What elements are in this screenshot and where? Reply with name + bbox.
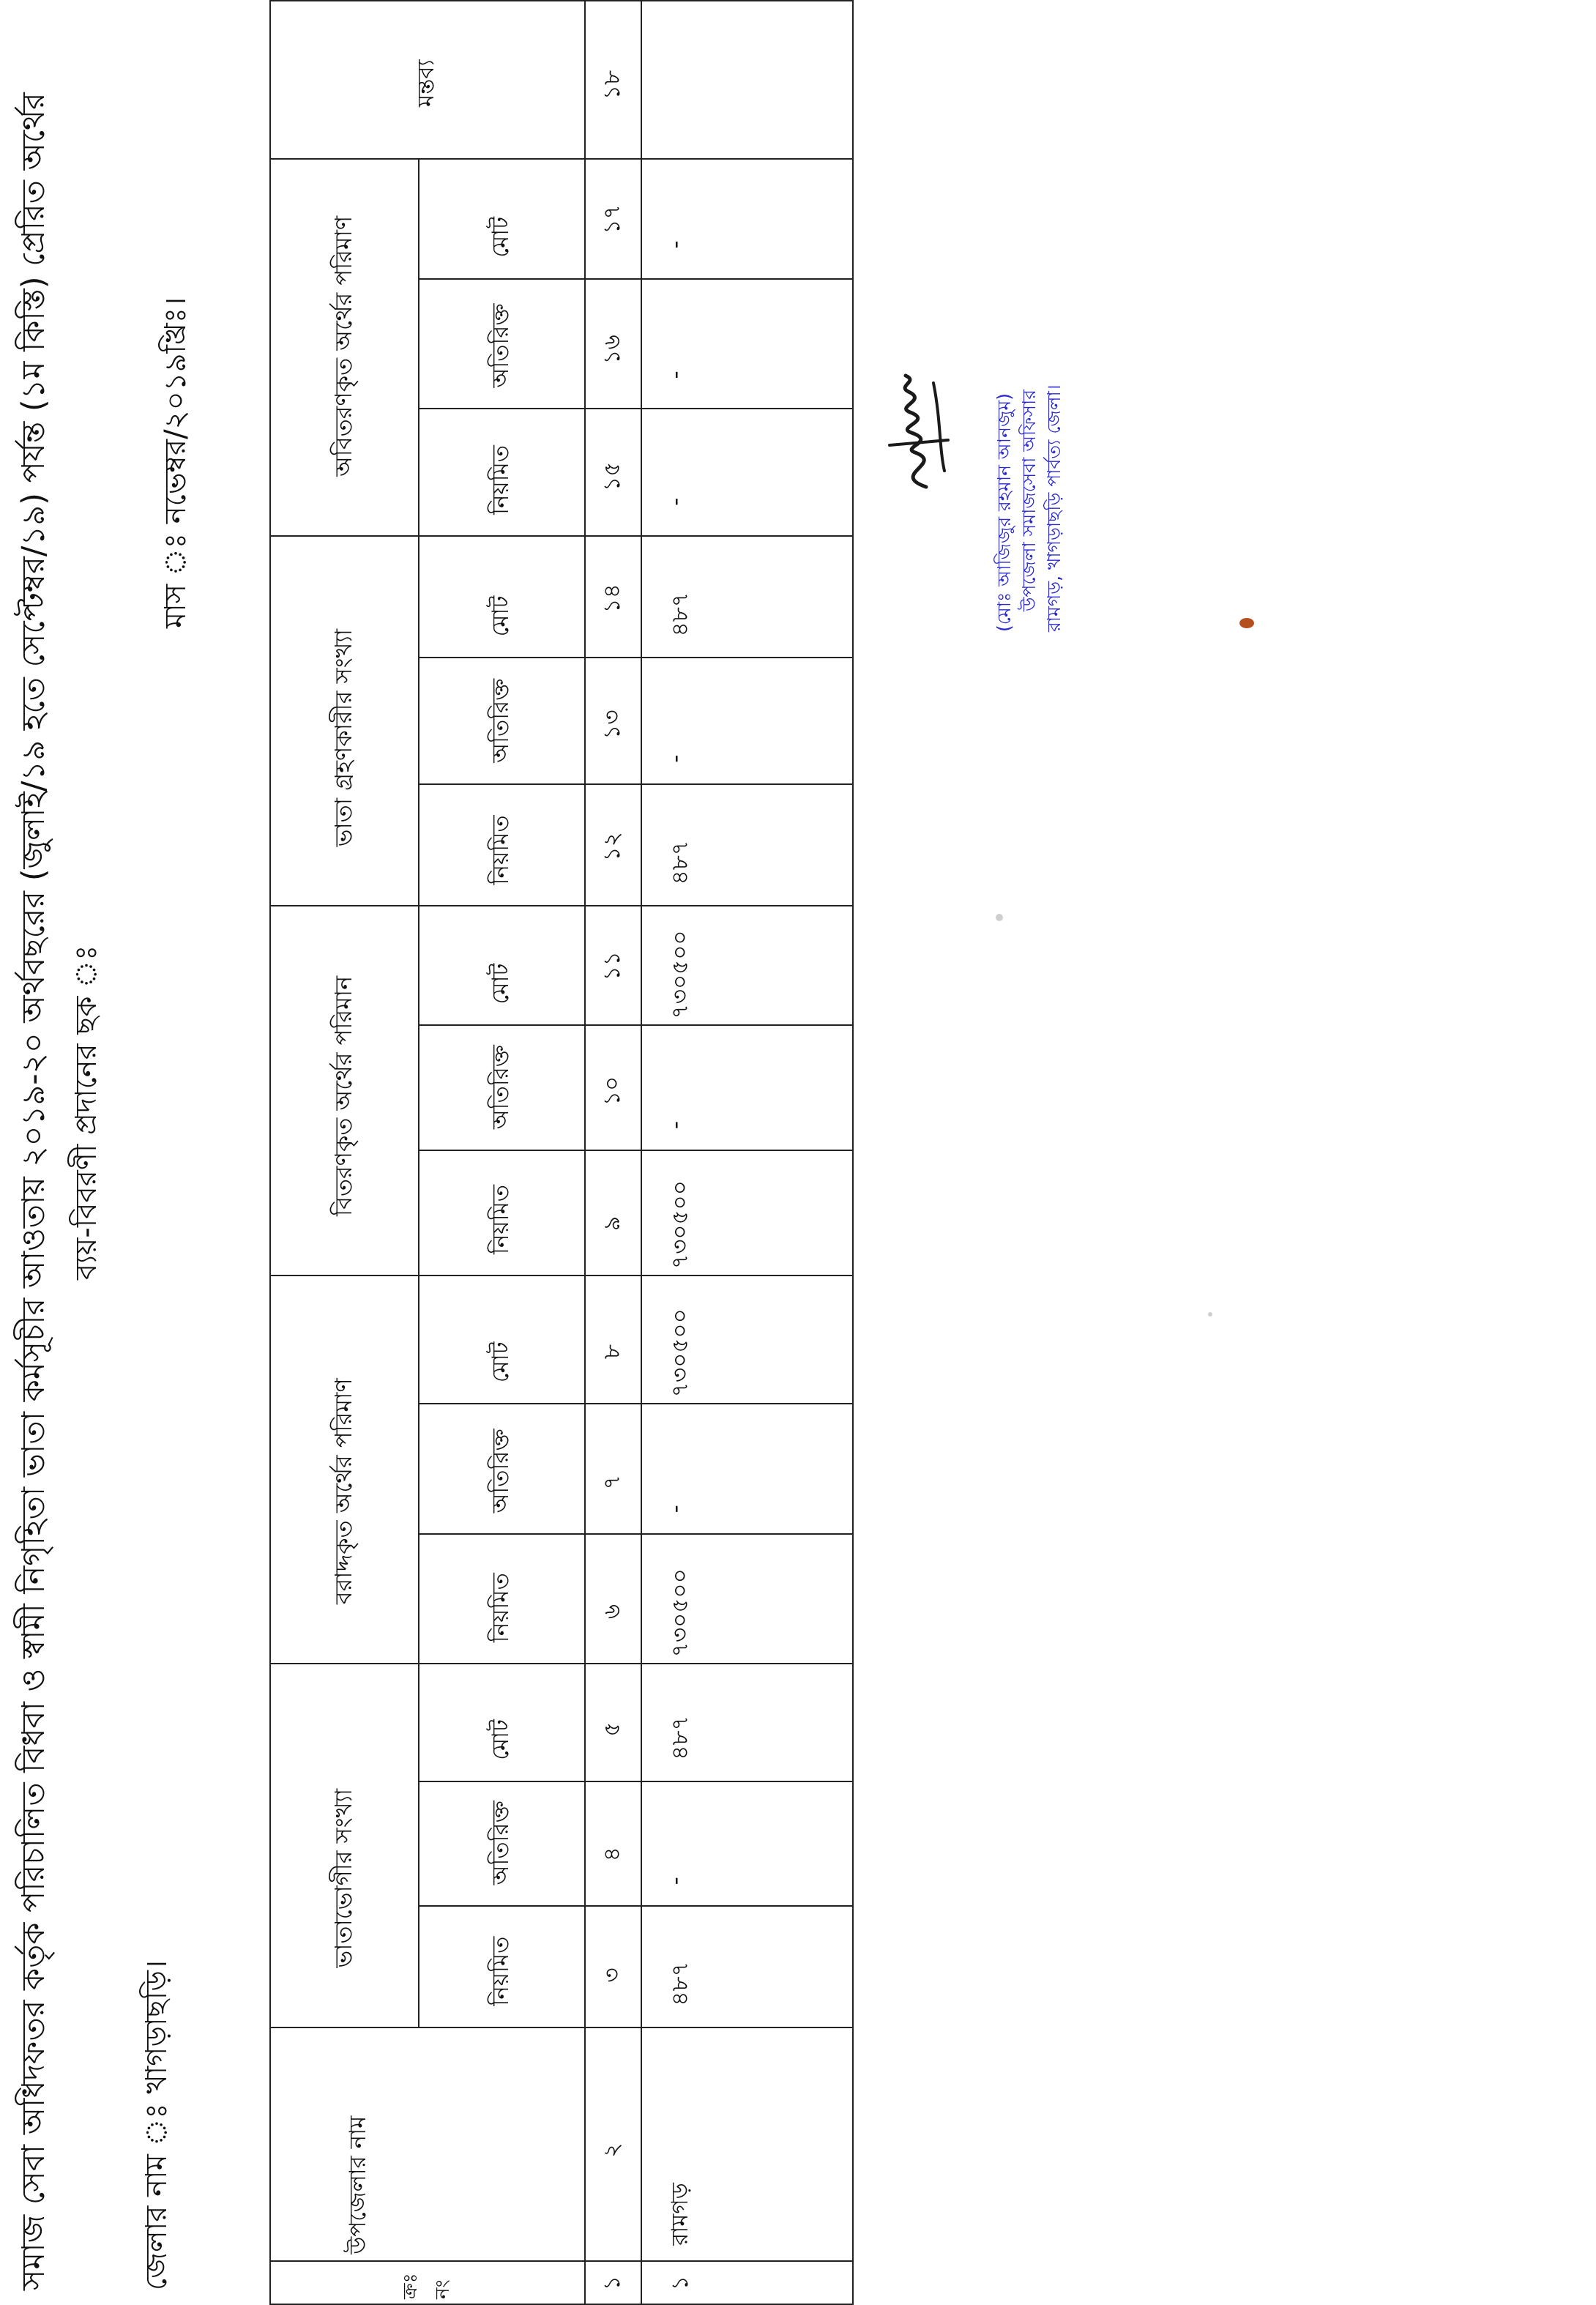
header-serial: ক্রঃ নং xyxy=(270,2261,585,2304)
subheader-total: মোট xyxy=(419,906,585,1025)
cell-allocated-regular: ৭৩০৫০০ xyxy=(641,1534,853,1664)
cell-distributed-regular: ৭৩০৫০০ xyxy=(641,1150,853,1276)
expenditure-table xyxy=(269,0,854,2305)
header-distributed-amount: বিতরণকৃত অর্থের পরিমান xyxy=(270,906,419,1276)
district-name: জেলার নাম ঃ খাগড়াছড়ি। xyxy=(140,1959,174,2290)
column-number: ১৩ xyxy=(585,658,641,783)
column-number: ২ xyxy=(585,2027,641,2261)
header-remarks: মন্তব্য xyxy=(270,1,585,159)
subheader-additional: অতিরিক্ত xyxy=(419,658,585,783)
header-beneficiary-count: ভাতাভোগীর সংখ্যা xyxy=(270,1664,419,2027)
cell-beneficiary-total: ৪৮৭ xyxy=(641,1664,853,1781)
column-number: ১৬ xyxy=(585,279,641,409)
column-number: ৭ xyxy=(585,1404,641,1534)
header-undistributed-amount: অবিতরণকৃত অর্থের পরিমাণ xyxy=(270,159,419,536)
officer-stamp xyxy=(992,384,1067,632)
cell-undistributed-total: - xyxy=(641,159,853,278)
row-serial: ১ xyxy=(641,2261,853,2304)
cell-beneficiary-regular: ৪৮৭ xyxy=(641,1906,853,2027)
column-number: ১৫ xyxy=(585,409,641,535)
column-number: ১০ xyxy=(585,1025,641,1150)
subheader-total: মোট xyxy=(419,536,585,658)
subheader-regular: নিয়মিত xyxy=(419,1534,585,1664)
subheader-regular: নিয়মিত xyxy=(419,1150,585,1276)
cell-recipient-total: ৪৮৭ xyxy=(641,536,853,658)
scan-speck xyxy=(1208,1312,1212,1317)
ink-spot xyxy=(1239,618,1254,628)
subheader-regular: নিয়মিত xyxy=(419,1906,585,2027)
column-number: ১৭ xyxy=(585,159,641,278)
subheader-total: মোট xyxy=(419,1664,585,1781)
column-number: ৬ xyxy=(585,1534,641,1664)
column-number: ১৪ xyxy=(585,536,641,658)
cell-remarks xyxy=(641,1,853,159)
cell-allocated-additional: - xyxy=(641,1404,853,1534)
cell-distributed-additional: - xyxy=(641,1025,853,1150)
cell-recipient-regular: ৪৮৭ xyxy=(641,784,853,906)
column-number: ১২ xyxy=(585,784,641,906)
column-number: ৮ xyxy=(585,1276,641,1404)
report-month: মাস ঃ নভেম্বর/২০১৯খ্রিঃ। xyxy=(159,297,193,628)
subheader-regular: নিয়মিত xyxy=(419,409,585,535)
column-number: ৩ xyxy=(585,1906,641,2027)
handwritten-signature xyxy=(875,368,962,493)
column-number: ৯ xyxy=(585,1150,641,1276)
stamp-officer-name: (মোঃ আজিজুর রহমান আনজুম) xyxy=(993,392,1015,632)
header-upazila: উপজেলার নাম xyxy=(270,2027,585,2261)
cell-undistributed-regular: - xyxy=(641,409,853,535)
stamp-location: রামগড়, খাগড়াছড়ি পার্বত্য জেলা। xyxy=(1043,384,1064,632)
cell-undistributed-additional: - xyxy=(641,279,853,409)
subheader-total: মোট xyxy=(419,159,585,278)
cell-allocated-total: ৭৩০৫০০ xyxy=(641,1276,853,1404)
row-upazila: রামগড় xyxy=(641,2027,853,2261)
subheader-additional: অতিরিক্ত xyxy=(419,1025,585,1150)
scan-speck xyxy=(996,914,1003,921)
subheader-additional: অতিরিক্ত xyxy=(419,1781,585,1907)
header-allocated-amount: বরাদ্দকৃত অর্থের পরিমাণ xyxy=(270,1276,419,1664)
cell-beneficiary-additional: - xyxy=(641,1781,853,1907)
subheader-regular: নিয়মিত xyxy=(419,784,585,906)
stamp-designation: উপজেলা সমাজসেবা অফিসার xyxy=(1018,390,1040,611)
subheader-additional: অতিরিক্ত xyxy=(419,1404,585,1534)
column-number: ১১ xyxy=(585,906,641,1025)
column-number: ১৮ xyxy=(585,1,641,159)
column-number: ১ xyxy=(585,2261,641,2304)
subheader-total: মোট xyxy=(419,1276,585,1404)
cell-distributed-total: ৭৩০৫০০ xyxy=(641,906,853,1025)
column-number: ৫ xyxy=(585,1664,641,1781)
cell-recipient-additional: - xyxy=(641,658,853,783)
document-subtitle: ব্যয়-বিবরণী প্রদানের ছক ঃ xyxy=(70,945,103,1280)
header-recipient-count: ভাতা গ্রহণকারীর সংখ্যা xyxy=(270,536,419,906)
column-number: ৪ xyxy=(585,1781,641,1907)
subheader-additional: অতিরিক্ত xyxy=(419,279,585,409)
document-title: সমাজ সেবা অধিদফতর কর্তৃক পরিচালিত বিধবা ও স্বামী নিগৃহিতা ভাতা কর্মসূচীর আওতায় ২০১৯-২০ অর্থবছরের (জুলাই/১৯ হতে সেপ্টেম্বর/১৯) পর্যন্ত (১ম কিস্তি) প্রেরিত অর্থের xyxy=(15,92,52,2290)
